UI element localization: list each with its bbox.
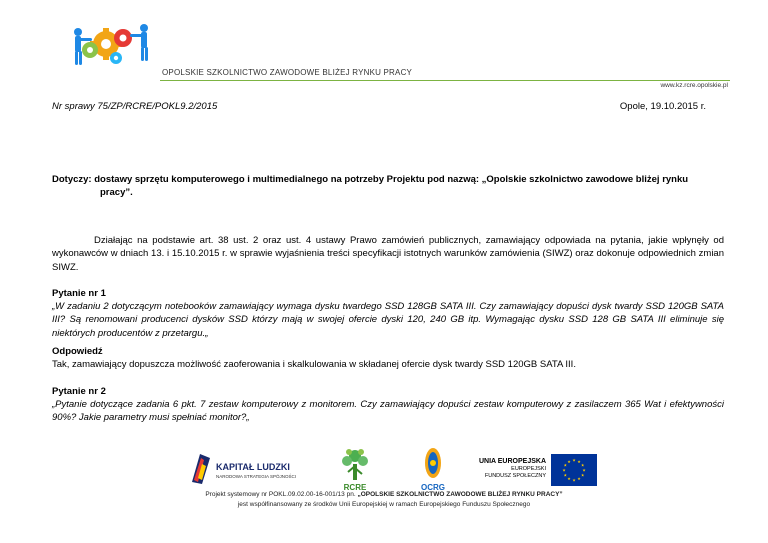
question-2-title: Pytanie nr 2 (52, 386, 106, 397)
eu-text-block (470, 458, 546, 479)
svg-text:★: ★ (567, 476, 571, 482)
header-divider (160, 80, 730, 81)
svg-text:★: ★ (562, 467, 566, 473)
svg-text:★: ★ (572, 477, 576, 483)
svg-text:★: ★ (577, 476, 581, 482)
subject-line-2: pracy”. (100, 187, 133, 199)
eu-title: UNIA EUROPEJSKA (478, 458, 546, 465)
subject (52, 173, 724, 200)
svg-text:★: ★ (582, 467, 586, 473)
ocrg-logo (416, 446, 450, 492)
kl-title: KAPITAŁ LUDZKI (216, 462, 290, 472)
svg-text:★: ★ (577, 458, 581, 464)
eu-subtitle-2: FUNDUSZ SPOŁECZNY (484, 473, 546, 479)
eu-flag-icon (551, 454, 597, 486)
answer-1-text: Tak, zamawiający dopuszcza możliwość zaoferowania i skalkulowania w składanej ofercie dysk twardy SSD 120GB SATA III. (52, 359, 576, 370)
question-2-text: „Pytanie dotyczące zadania 6 pkt. 7 zestaw komputerowy z monitorem. Czy zamawiający dopuści zestaw komputerowy z zasilaczem 365 Wat i efektywności 90%? Jakie parametry musi spełniać monitor?„ (52, 399, 724, 424)
project-logo (68, 14, 160, 74)
svg-text:★: ★ (567, 458, 571, 464)
svg-text:★: ★ (572, 457, 576, 463)
header-website: www.kz.rcre.opolskie.pl (660, 82, 728, 89)
header-org-name: OPOLSKIE SZKOLNICTWO ZAWODOWE BLIŻEJ RYNKU PRACY (162, 68, 413, 77)
kl-subtitle: NARODOWA STRATEGIA SPÓJNOŚCI (216, 474, 297, 479)
footer-cofinance-line: jest współfinansowany ze środków Unii Europejskiej w ramach Europejskiego Funduszu Społecznego (237, 501, 531, 508)
svg-text:★: ★ (580, 462, 585, 468)
svg-text:★: ★ (563, 472, 568, 478)
intro-text: Działając na podstawie art. 38 ust. 2 oraz ust. 4 ustawy Prawo zamówień publicznych, zamawiający odpowiada na pytania, jakie wpłynęły od wykonawców w dniach 13. i 15.10.2015 r. w sprawie wyjaśnienia treści specyfikacji istotnych warunków zamówienia (SIWZ) oraz dokonuje odpowiednich zmian SIWZ. (52, 235, 724, 273)
svg-text:★: ★ (563, 462, 568, 468)
rcre-logo (338, 446, 372, 492)
answer-1-title: Odpowiedź (52, 346, 103, 357)
rcre-label: RCRE (343, 483, 367, 492)
svg-text:★: ★ (580, 472, 585, 478)
kapital-ludzki-logo (190, 452, 300, 488)
ocrg-label: OCRG (421, 483, 445, 492)
question-1-text: „W zadaniu 2 dotyczącym notebooków zamawiający wymaga dysku twardego SSD 128GB SATA III. Czy zamawiający dopuści dysk twardy SSD 120GB SATA III? Są renomowani producenci dysków SSD którzy mają w swojej ofercie dyski 120, 240 GB itp. Wymagając dysku SSD 128 GB SATA III eliminuje się niektórych producentów z przetargu.„ (52, 301, 724, 339)
flag-icon (190, 452, 212, 484)
intro-paragraph (52, 234, 724, 274)
case-number: Nr sprawy 75/ZP/RCRE/POKL9.2/2015 (52, 101, 218, 112)
ocrg-emblem-icon (416, 446, 450, 482)
eu-subtitle-1: EUROPEJSKI (511, 466, 546, 472)
tree-icon (338, 446, 372, 482)
footer-project-line (0, 491, 768, 498)
place-date: Opole, 19.10.2015 r. (619, 101, 706, 112)
footer-project-prefix: Projekt systemowy nr POKL.09.02.00-16-001/13 pn. (205, 491, 358, 498)
subject-line-1: Dotyczy: dostawy sprzętu komputerowego i multimedialnego na potrzeby Projektu pod nazwą: „Opolskie szkolnictwo zawodowe bliżej rynku (52, 174, 689, 185)
footer-project-name: „OPOLSKIE SZKOLNICTWO ZAWODOWE BLIŻEJ RYNKU PRACY” (357, 491, 563, 498)
question-1-title: Pytanie nr 1 (52, 288, 106, 299)
